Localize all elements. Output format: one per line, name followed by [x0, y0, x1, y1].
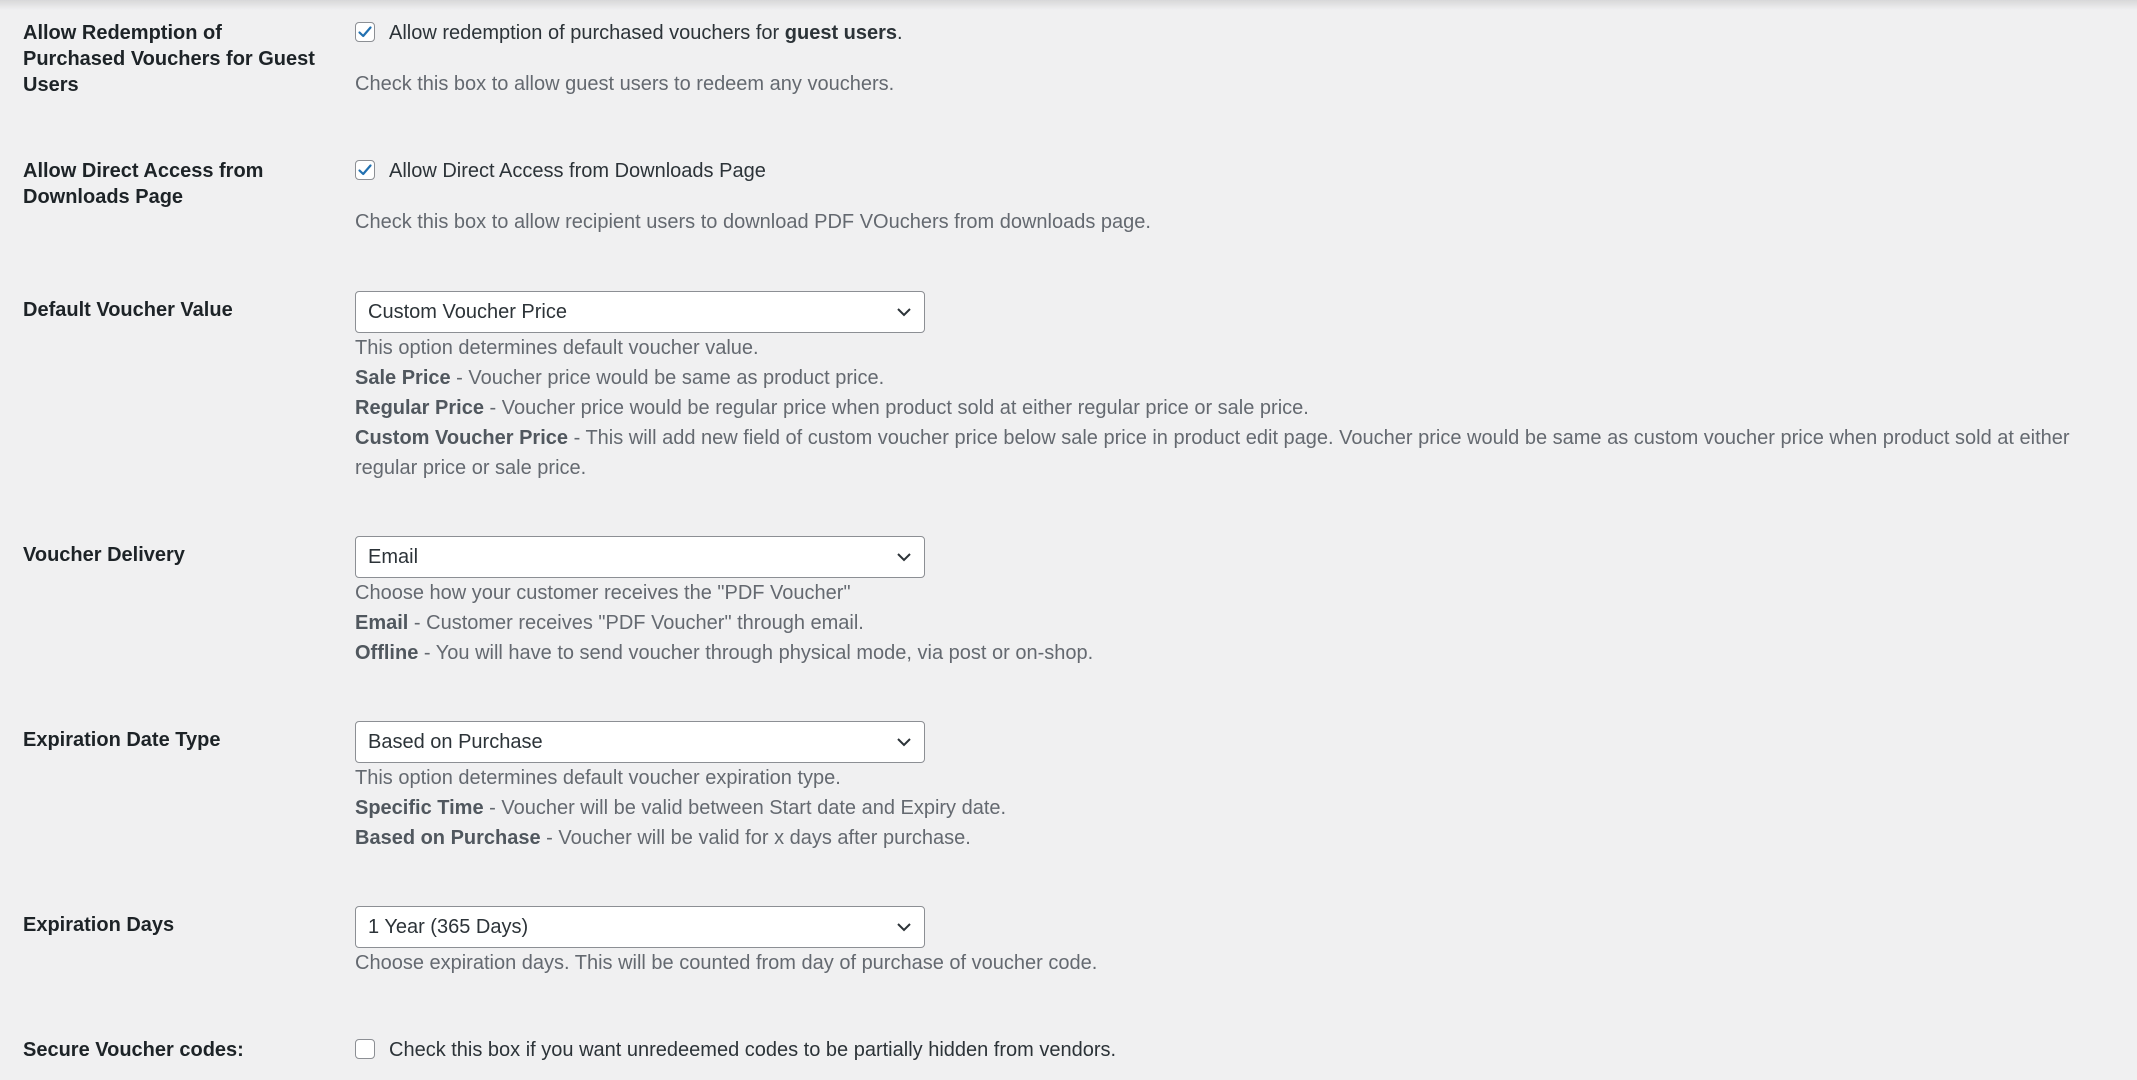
default-voucher-value-select[interactable]	[355, 291, 925, 333]
setting-field	[355, 721, 2115, 853]
description-intro: Choose how your customer receives the "PDF Voucher"	[355, 582, 851, 604]
guest-redemption-checkbox-label: Allow redemption of purchased vouchers for guest users.	[389, 22, 903, 44]
guest-redemption-checkbox-row[interactable]	[355, 20, 2115, 50]
setting-label: Allow Direct Access from Downloads Page	[23, 160, 264, 208]
checkmark-icon	[357, 24, 373, 40]
setting-label: Default Voucher Value	[23, 299, 233, 321]
setting-field	[355, 1037, 2115, 1067]
select-value: 1 Year (365 Days)	[368, 916, 529, 938]
secure-codes-checkbox-row[interactable]	[355, 1037, 2115, 1067]
setting-field	[355, 906, 2115, 978]
secure-codes-checkbox-label: Check this box if you want unredeemed codes to be partially hidden from vendors.	[389, 1039, 1117, 1061]
setting-label: Secure Voucher codes:	[23, 1039, 244, 1061]
guest-redemption-checkbox[interactable]	[355, 22, 375, 42]
secure-codes-checkbox[interactable]	[355, 1039, 375, 1059]
description-option: Custom Voucher Price - This will add new field of custom voucher price below sale price in product edit page. Voucher price would be same as custom voucher price when product sold at either regular price or sale price.	[355, 427, 2070, 479]
checkmark-icon	[357, 162, 373, 178]
select-value: Email	[368, 546, 419, 568]
description-option: Based on Purchase - Voucher will be valid for x days after purchase.	[355, 827, 971, 849]
setting-description: Choose expiration days. This will be counted from day of purchase of voucher code.	[355, 952, 1098, 974]
setting-field	[355, 291, 2115, 483]
chevron-down-icon	[896, 551, 912, 563]
select-value: Custom Voucher Price	[368, 301, 567, 323]
description-option: Email - Customer receives "PDF Voucher" through email.	[355, 612, 864, 634]
select-value: Based on Purchase	[368, 731, 543, 753]
setting-description	[355, 578, 2115, 668]
chevron-down-icon	[896, 306, 912, 318]
chevron-down-icon	[896, 736, 912, 748]
setting-description	[355, 763, 2115, 853]
direct-access-checkbox-label: Allow Direct Access from Downloads Page	[389, 160, 766, 182]
setting-field	[355, 158, 2115, 237]
setting-label: Voucher Delivery	[23, 544, 185, 566]
expiration-date-type-select[interactable]	[355, 721, 925, 763]
description-option: Sale Price - Voucher price would be same as product price.	[355, 367, 885, 389]
setting-label: Expiration Days	[23, 914, 175, 936]
setting-label: Allow Redemption of Purchased Vouchers for Guest Users	[23, 22, 315, 96]
top-shadow	[0, 0, 2137, 10]
description-option: Specific Time - Voucher will be valid between Start date and Expiry date.	[355, 797, 1007, 819]
description-option: Offline - You will have to send voucher through physical mode, via post or on-shop.	[355, 642, 1094, 664]
setting-description: Check this box to allow guest users to redeem any vouchers.	[355, 73, 895, 95]
setting-description: Check this box to allow recipient users to download PDF VOuchers from downloads page.	[355, 211, 1151, 233]
description-option: Regular Price - Voucher price would be regular price when product sold at either regular price or sale price.	[355, 397, 1309, 419]
direct-access-checkbox-row[interactable]	[355, 158, 2115, 188]
setting-label: Expiration Date Type	[23, 729, 221, 751]
setting-field	[355, 20, 2115, 99]
setting-field	[355, 536, 2115, 668]
description-intro: This option determines default voucher value.	[355, 337, 759, 359]
description-intro: This option determines default voucher expiration type.	[355, 767, 841, 789]
direct-access-checkbox[interactable]	[355, 160, 375, 180]
chevron-down-icon	[896, 921, 912, 933]
expiration-days-select[interactable]	[355, 906, 925, 948]
setting-description	[355, 333, 2115, 483]
voucher-delivery-select[interactable]	[355, 536, 925, 578]
